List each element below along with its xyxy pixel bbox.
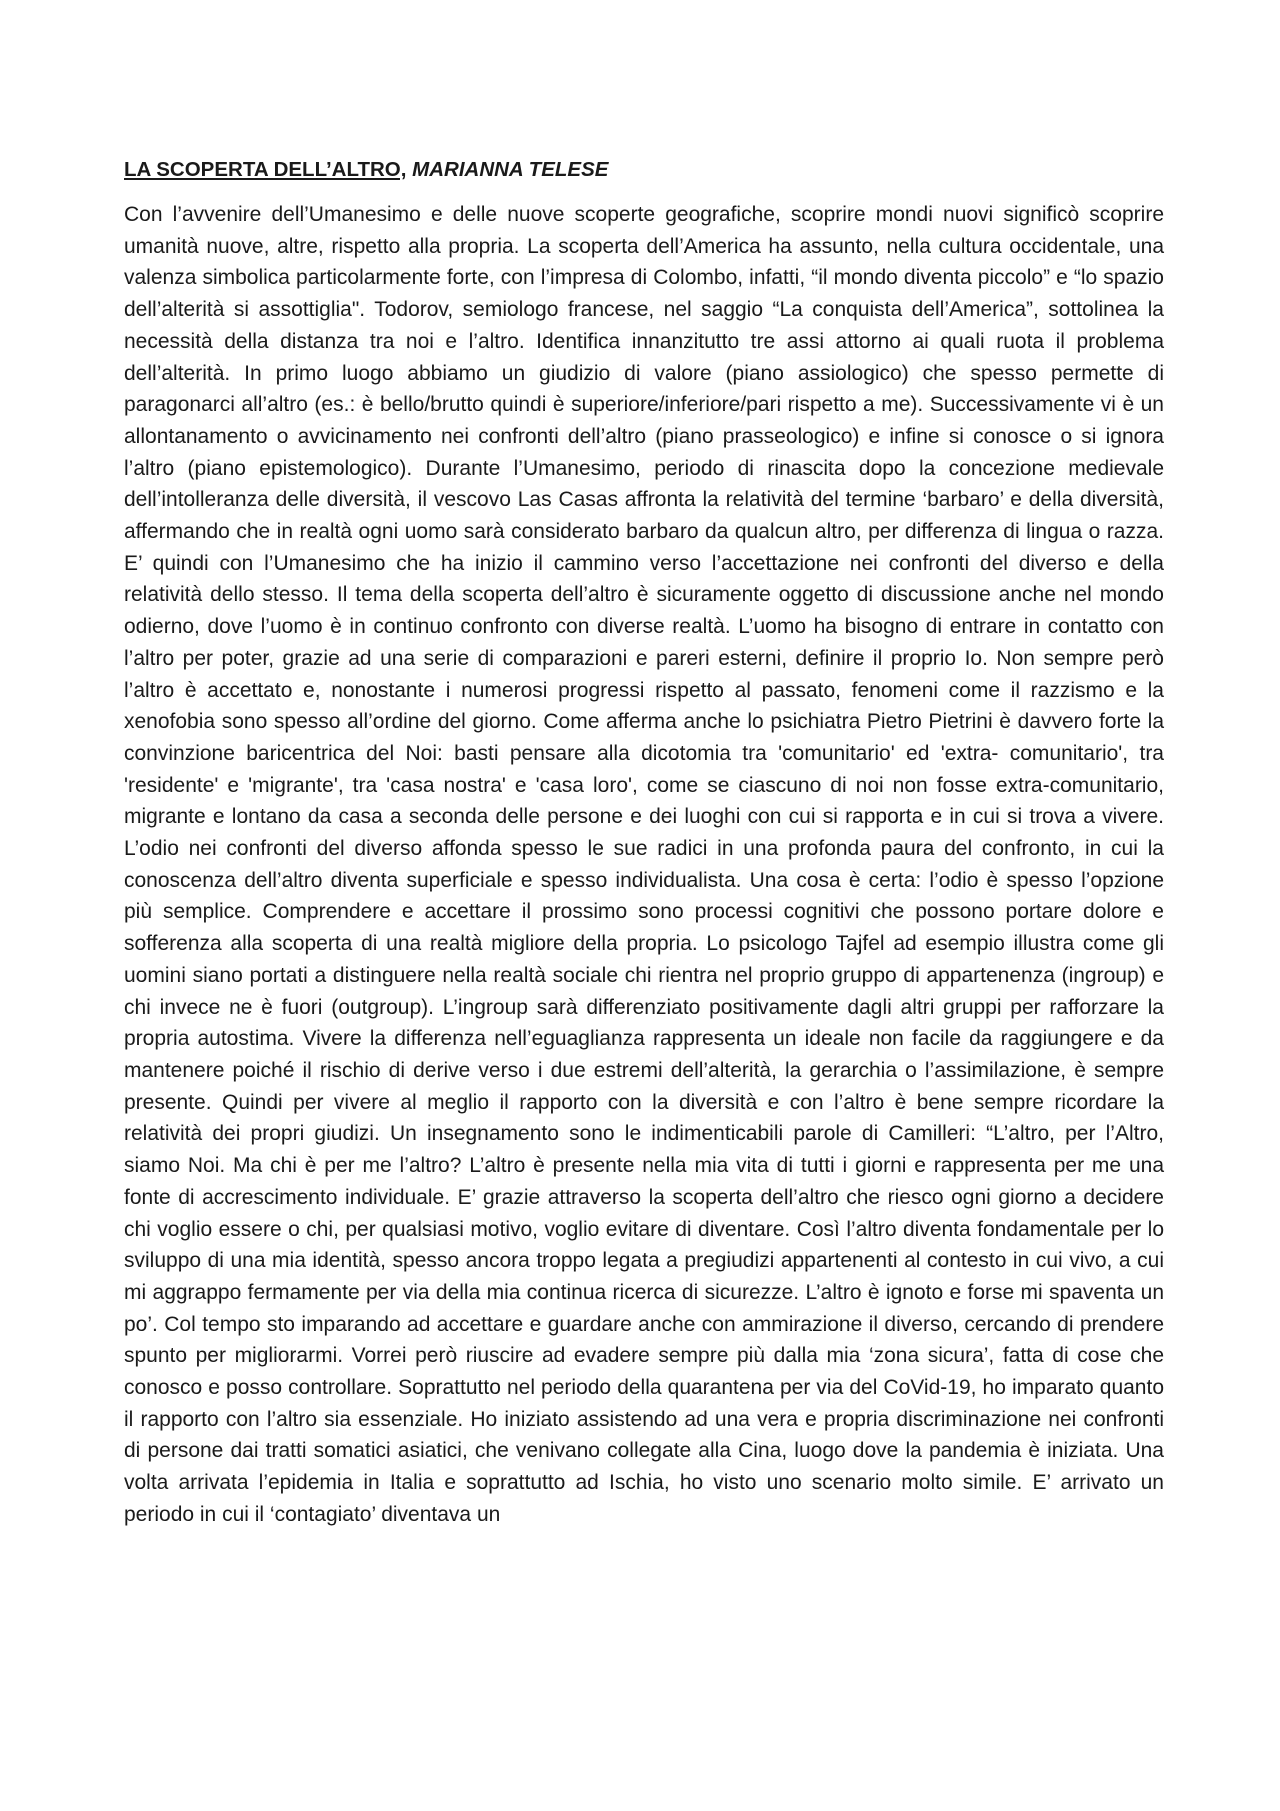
- document-title: [124, 155, 1164, 185]
- document-page: [124, 155, 1164, 1531]
- body-paragraph: Con l’avvenire dell’Umanesimo e delle nuove scoperte geografiche, scoprire mondi nuovi significò scoprire umanità nuove, altre, rispetto alla propria. La scoperta dell’America ha assunto, nella cultura occidentale, una valenza simbolica particolarmente forte, con l’impresa di Colombo, infatti, “il mondo diventa piccolo” e “lo spazio dell’alterità si assottiglia". Todorov, semiologo francese, nel saggio “La conquista dell’America”, sottolinea la necessità della distanza tra noi e l’altro. Identifica innanzitutto tre assi attorno ai quali ruota il problema dell’alterità. In primo luogo abbiamo un giudizio di valore (piano assiologico) che spesso permette di paragonarci all’altro (es.: è bello/brutto quindi è superiore/inferiore/pari rispetto a me). Successivamente vi è un allontanamento o avvicinamento nei confronti dell’altro (piano prasseologico) e infine si conosce o si ignora l’altro (piano epistemologico). Durante l’Umanesimo, periodo di rinascita dopo la concezione medievale dell’intolleranza delle diversità, il vescovo Las Casas affronta la relatività del termine ‘barbaro’ e della diversità, affermando che in realtà ogni uomo sarà considerato barbaro da qualcun altro, per differenza di lingua o razza. E’ quindi con l’Umanesimo che ha inizio il cammino verso l’accettazione nei confronti del diverso e della relatività dello stesso. Il tema della scoperta dell’altro è sicuramente oggetto di discussione anche nel mondo odierno, dove l’uomo è in continuo confronto con diverse realtà. L’uomo ha bisogno di entrare in contatto con l’altro per poter, grazie ad una serie di comparazioni e pareri esterni, definire il proprio Io. Non sempre però l’altro è accettato e, nonostante i numerosi progressi rispetto al passato, fenomeni come il razzismo e la xenofobia sono spesso all’ordine del giorno. Come afferma anche lo psichiatra Pietro Pietrini è davvero forte la convinzione baricentrica del Noi: basti pensare alla dicotomia tra 'comunitario' ed 'extra- comunitario', tra 'residente' e 'migrante', tra 'casa nostra' e 'casa loro', come se ciascuno di noi non fosse extra-comunitario, migrante e lontano da casa a seconda delle persone e dei luoghi con cui si rapporta e in cui si trova a vivere. L’odio nei confronti del diverso affonda spesso le sue radici in una profonda paura del confronto, in cui la conoscenza dell’altro diventa superficiale e spesso individualista. Una cosa è certa: l’odio è spesso l’opzione più semplice. Comprendere e accettare il prossimo sono processi cognitivi che possono portare dolore e sofferenza alla scoperta di una realtà migliore della propria. Lo psicologo Tajfel ad esempio illustra come gli uomini siano portati a distinguere nella realtà sociale chi rientra nel proprio gruppo di appartenenza (ingroup) e chi invece ne è fuori (outgroup). L’ingroup sarà differenziato positivamente dagli altri gruppi per rafforzare la propria autostima. Vivere la differenza nell’eguaglianza rappresenta un ideale non facile da raggiungere e da mantenere poiché il rischio di derive verso i due estremi dell’alterità, la gerarchia o l’assimilazione, è sempre presente. Quindi per vivere al meglio il rapporto con la diversità e con l’altro è bene sempre ricordare la relatività dei propri giudizi. Un insegnamento sono le indimenticabili parole di Camilleri: “L’altro, per l’Altro, siamo Noi. Ma chi è per me l’altro? L’altro è presente nella mia vita di tutti i giorni e rappresenta per me una fonte di accrescimento individuale. E’ grazie attraverso la scoperta dell’altro che riesco ogni giorno a decidere chi voglio essere o chi, per qualsiasi motivo, voglio evitare di diventare. Così l’altro diventa fondamentale per lo sviluppo di una mia identità, spesso ancora troppo legata a pregiudizi appartenenti al contesto in cui vivo, a cui mi aggrappo fermamente per via della mia continua ricerca di sicurezze. L’altro è ignoto e forse mi spaventa un po’. Col tempo sto imparando ad accettare e guardare anche con ammirazione il diverso, cercando di prendere spunto per migliorarmi. Vorrei però riuscire ad evadere sempre più dalla mia ‘zona sicura’, fatta di cose che conosco e posso controllare. Soprattutto nel periodo della quarantena per via del CoVid-19, ho imparato quanto il rapporto con l’altro sia essenziale. Ho iniziato assistendo ad una vera e propria discriminazione nei confronti di persone dai tratti somatici asiatici, che venivano collegate alla Cina, luogo dove la pandemia è iniziata. Una volta arrivata l’epidemia in Italia e soprattutto ad Ischia, ho visto uno scenario molto simile. E’ arrivato un periodo in cui il ‘contagiato’ diventava un: [124, 203, 1164, 1526]
- title-author: MARIANNA TELESE: [412, 158, 609, 181]
- title-main: LA SCOPERTA DELL’ALTRO,: [124, 158, 407, 181]
